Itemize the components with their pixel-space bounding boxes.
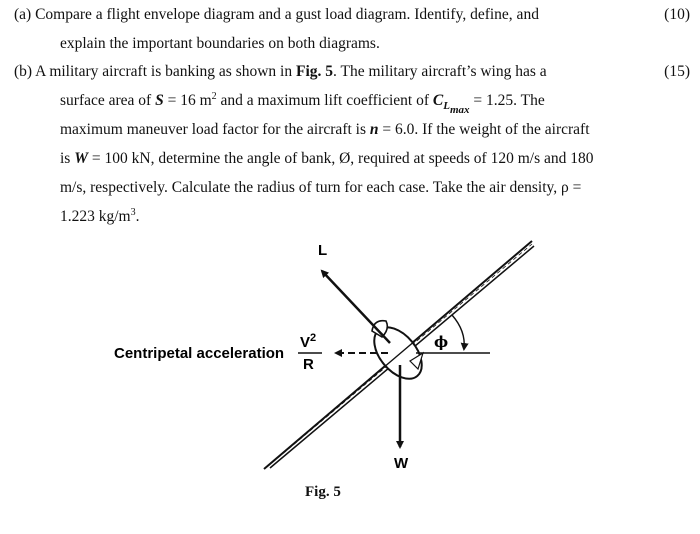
v-squared-V: [300, 332, 316, 351]
part-b-text-3b: = 6.0. If the weight of the aircraft: [382, 121, 590, 138]
part-b-line-3: [14, 115, 614, 144]
part-b-text-3a: maximum maneuver load factor for the aircraft is: [60, 121, 366, 138]
symbol-n: n: [369, 121, 379, 138]
part-b-text-4b: = 100 kN, determine the angle of bank, Ø, required at speeds of 120 m/s and 180: [91, 150, 594, 167]
part-b-text-5: m/s, respectively. Calculate the radius of turn for each case. Take the air density, ρ =: [60, 179, 582, 196]
symbol-CLmax: [432, 92, 470, 116]
part-b-text-2c: and a maximum lift coefficient of: [220, 92, 429, 109]
superscript-2: 2: [211, 91, 217, 102]
part-b-text-6a: 1.223 kg/m: [60, 208, 131, 225]
centripetal-label: Centripetal acceleration: [114, 345, 285, 362]
r-label: R: [303, 356, 314, 373]
part-b-line-1: [14, 57, 614, 86]
question-part-a: [14, 0, 614, 58]
part-b-text-2a: surface area of: [60, 92, 152, 109]
part-a-marks: (10): [664, 6, 690, 23]
bank-angle-arc: [452, 315, 464, 349]
part-b-label: (b): [14, 63, 33, 80]
v-label: V: [300, 334, 311, 351]
part-b-text-2d: = 1.25. The: [473, 92, 545, 109]
lift-vector: [322, 271, 390, 343]
part-b-text-1a: A military aircraft is banking as shown in: [35, 63, 293, 80]
part-b-text-1b: . The military aircraft’s wing has a: [333, 63, 547, 80]
part-b-text-4a: is: [60, 150, 71, 167]
figure-reference: Fig. 5: [295, 63, 334, 80]
symbol-max-sub: max: [449, 104, 470, 116]
phi-label: ϕ: [434, 333, 449, 351]
lift-label: L: [318, 242, 328, 259]
symbol-C: C: [432, 92, 444, 109]
part-b-line-5: [14, 173, 614, 202]
v-sup: 2: [310, 332, 317, 344]
part-a-line-2: [14, 29, 614, 58]
symbol-W: W: [74, 150, 89, 167]
question-part-b: [14, 57, 614, 231]
weight-label: W: [394, 455, 409, 472]
figure-caption: Fig. 5: [305, 484, 341, 500]
part-b-line-4: [14, 144, 614, 173]
part-a-line-1: [14, 0, 614, 29]
part-a-text-1: Compare a flight envelope diagram and a gust load diagram. Identify, define, and: [35, 6, 539, 23]
superscript-3: 3: [130, 207, 136, 218]
part-b-line-2: [14, 86, 614, 115]
part-a-text-2: explain the important boundaries on both diagrams.: [60, 35, 380, 52]
part-b-text-2b: = 16 m: [167, 92, 212, 109]
symbol-L-sub: L: [443, 100, 450, 112]
banking-aircraft-figure: [100, 225, 560, 475]
part-b-marks: (15): [664, 63, 690, 80]
part-b-text-6b: .: [135, 208, 140, 225]
symbol-S: S: [155, 92, 164, 109]
part-a-label: (a): [14, 6, 32, 23]
